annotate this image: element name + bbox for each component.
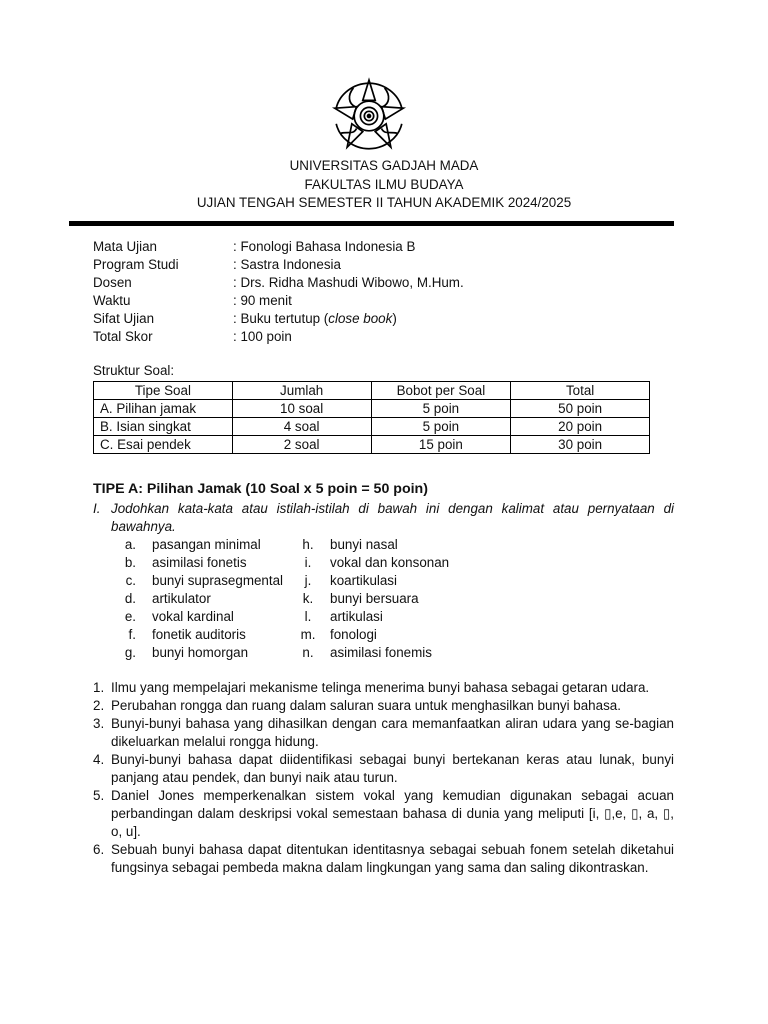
table-cell: 2 soal	[232, 436, 371, 454]
info-value-post: )	[392, 311, 397, 326]
exam-header	[70, 157, 698, 213]
info-value-italic: close book	[328, 311, 393, 326]
section-a-title: TIPE A: Pilihan Jamak (10 Soal x 5 poin = 50 poin)	[93, 481, 428, 497]
option-text: fonetik auditoris	[152, 627, 246, 642]
table-header-row	[94, 382, 650, 400]
option-row	[118, 626, 449, 644]
option-letter: h.	[302, 537, 314, 552]
question-item	[93, 679, 674, 697]
table-cell: A. Pilihan jamak	[94, 400, 233, 418]
table-header: Jumlah	[232, 382, 371, 400]
table-cell: 10 soal	[232, 400, 371, 418]
info-label: Total Skor	[93, 329, 153, 344]
info-value-pre: : Buku tertutup (	[233, 311, 329, 326]
table-cell: 30 poin	[511, 436, 650, 454]
option-list	[118, 536, 449, 662]
table-cell: 50 poin	[511, 400, 650, 418]
option-letter: a.	[124, 537, 136, 552]
question-text: Perubahan rongga dan ruang dalam saluran suara untuk menghasilkan bunyi bahasa.	[111, 698, 621, 713]
university-name: UNIVERSITAS GADJAH MADA	[289, 158, 479, 173]
question-number: 3.	[93, 716, 105, 731]
info-label: Program Studi	[93, 257, 179, 272]
question-number: 6.	[93, 842, 105, 857]
table-cell: 5 poin	[371, 400, 511, 418]
table-row	[94, 400, 650, 418]
table-cell: 15 poin	[371, 436, 511, 454]
info-label: Dosen	[93, 275, 132, 290]
option-row	[118, 572, 449, 590]
option-letter: b.	[124, 555, 136, 570]
question-text: Bunyi-bunyi bahasa dapat diidentifikasi sebagai bunyi bertekanan keras atau lunak, bunyi panjang atau pendek, dan bunyi naik atau turun.	[111, 752, 674, 785]
option-letter: j.	[304, 573, 312, 588]
table-cell: C. Esai pendek	[94, 436, 233, 454]
instruction-text: Jodohkan kata-kata atau istilah-istilah di bawah ini dengan kalimat atau pernyataan di bawahnya.	[111, 501, 674, 534]
table-cell: 5 poin	[371, 418, 511, 436]
info-row	[93, 256, 464, 274]
info-row	[93, 274, 464, 292]
option-text: fonologi	[330, 627, 377, 642]
info-value	[233, 310, 397, 328]
table-cell: 20 poin	[511, 418, 650, 436]
option-letter: g.	[124, 645, 136, 660]
table-cell: B. Isian singkat	[94, 418, 233, 436]
table-header: Total	[511, 382, 650, 400]
info-label: Sifat Ujian	[93, 311, 155, 326]
option-text: asimilasi fonetis	[152, 555, 247, 570]
option-text: vokal dan konsonan	[330, 555, 450, 570]
question-number: 1.	[93, 680, 105, 695]
option-text: bunyi bersuara	[330, 591, 419, 606]
question-number: 5.	[93, 788, 105, 803]
header-divider	[69, 221, 674, 226]
option-letter: i.	[304, 555, 312, 570]
exam-title: UJIAN TENGAH SEMESTER II TAHUN AKADEMIK 2024/2025	[196, 195, 572, 210]
info-value: : 90 menit	[233, 293, 292, 308]
table-row	[94, 436, 650, 454]
info-value: : 100 poin	[233, 329, 292, 344]
info-value: : Drs. Ridha Mashudi Wibowo, M.Hum.	[233, 275, 464, 290]
option-text: artikulator	[152, 591, 211, 606]
table-cell: 4 soal	[232, 418, 371, 436]
option-row	[118, 554, 449, 572]
info-value: : Fonologi Bahasa Indonesia B	[233, 239, 416, 254]
question-text: Daniel Jones memperkenalkan sistem vokal yang kemudian digunakan sebagai acuan perbandingan dalam deskripsi vokal semestaan bahasa di dunia yang meliputi [i, ▯,e, ▯, a, ▯, o, u].	[111, 788, 674, 839]
option-row	[118, 590, 449, 608]
option-row	[118, 536, 449, 554]
option-row	[118, 608, 449, 626]
info-label: Waktu	[93, 293, 131, 308]
option-letter: m.	[300, 627, 316, 642]
question-number: 2.	[93, 698, 105, 713]
info-value: : Sastra Indonesia	[233, 257, 341, 272]
option-letter: c.	[125, 573, 136, 588]
faculty-name: FAKULTAS ILMU BUDAYA	[304, 176, 464, 192]
option-text: asimilasi fonemis	[330, 645, 432, 660]
option-text: bunyi suprasegmental	[152, 573, 284, 588]
option-letter: f.	[128, 627, 136, 642]
option-letter: d.	[124, 591, 136, 606]
option-letter: k.	[302, 591, 314, 606]
info-row	[93, 328, 464, 346]
question-item	[93, 715, 674, 751]
info-row	[93, 292, 464, 310]
question-text: Bunyi-bunyi bahasa yang dihasilkan dengan cara memanfaatkan aliran udara yang se-bagian dikeluarkan melalui rongga hidung.	[111, 716, 674, 749]
info-row	[93, 238, 464, 256]
option-text: pasangan minimal	[152, 537, 261, 552]
question-text: Sebuah bunyi bahasa dapat ditentukan identitasnya sebagai sebuah fonem setelah diketahui fungsinya sebagai pembeda makna dalam lingkungan yang sama dan saling dikontraskan.	[111, 842, 674, 875]
table-header: Tipe Soal	[94, 382, 233, 400]
option-text: bunyi homorgan	[152, 645, 249, 660]
option-text: vokal kardinal	[152, 609, 234, 624]
question-text: Ilmu yang mempelajari mekanisme telinga menerima bunyi bahasa sebagai getaran udara.	[111, 680, 650, 695]
option-text: artikulasi	[330, 609, 383, 624]
table-header: Bobot per Soal	[371, 382, 511, 400]
exam-info	[93, 238, 464, 346]
section-a-instruction	[93, 500, 674, 536]
question-number: 4.	[93, 752, 105, 767]
instruction-number: I.	[93, 501, 101, 516]
option-row	[118, 644, 449, 662]
option-text: koartikulasi	[330, 573, 397, 588]
structure-table	[93, 381, 650, 454]
info-row	[93, 310, 464, 328]
option-text: bunyi nasal	[330, 537, 398, 552]
ugm-emblem-icon	[330, 77, 408, 155]
table-row	[94, 418, 650, 436]
option-letter: n.	[302, 645, 314, 660]
structure-title: Struktur Soal:	[93, 363, 175, 378]
option-letter: l.	[304, 609, 312, 624]
question-item	[93, 841, 674, 877]
question-item	[93, 697, 674, 715]
option-letter: e.	[124, 609, 136, 624]
question-list	[93, 679, 674, 877]
info-label: Mata Ujian	[93, 239, 158, 254]
question-item	[93, 751, 674, 787]
question-item	[93, 787, 674, 841]
